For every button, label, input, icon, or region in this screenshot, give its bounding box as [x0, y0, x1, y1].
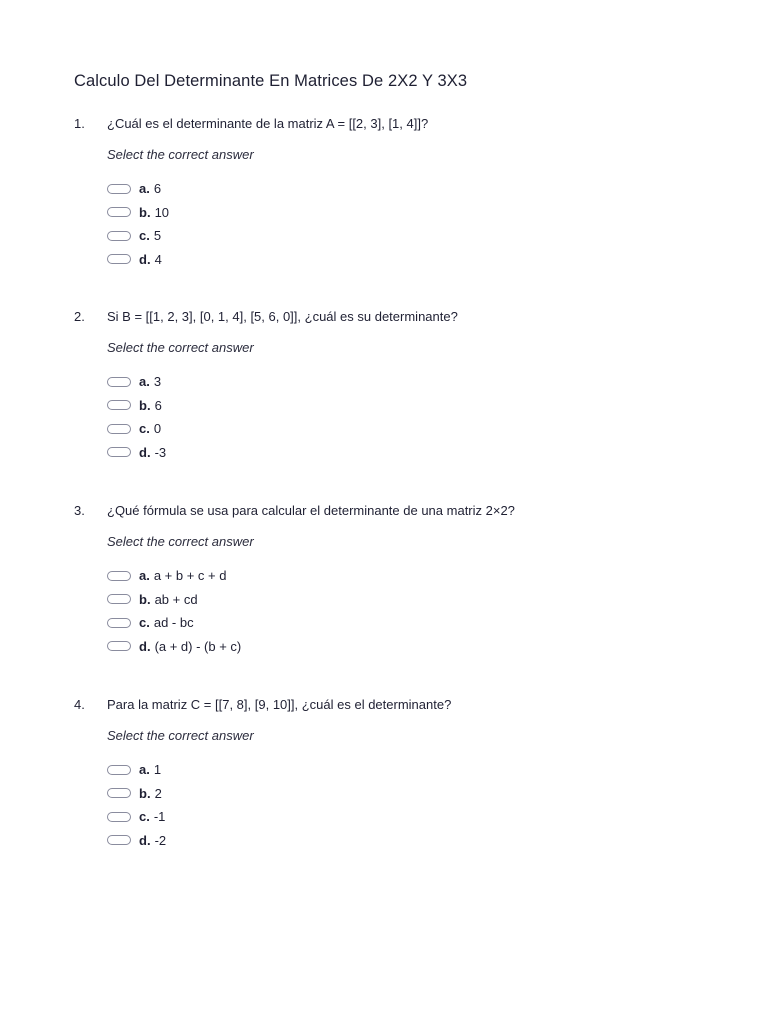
option-letter: d. — [139, 444, 151, 460]
answer-option-a[interactable] — [107, 564, 714, 588]
option-text: 6 — [153, 181, 162, 197]
answer-option-b[interactable] — [107, 588, 714, 612]
answer-option-c[interactable] — [107, 805, 714, 829]
option-text: -2 — [154, 832, 167, 848]
answer-options — [107, 758, 714, 852]
option-letter: c. — [139, 809, 150, 825]
answer-instruction: Select the correct answer — [107, 147, 254, 162]
answer-option-a[interactable] — [107, 177, 714, 201]
option-text: 10 — [154, 204, 170, 220]
answer-instruction: Select the correct answer — [107, 534, 254, 549]
answer-option-a[interactable] — [107, 758, 714, 782]
radio-button-icon[interactable] — [107, 447, 131, 457]
question-text: ¿Qué fórmula se usa para calcular el determinante de una matriz 2×2? — [107, 503, 515, 518]
answer-instruction: Select the correct answer — [107, 728, 254, 743]
document-title: Calculo Del Determinante En Matrices De 2X2 Y 3X3 — [74, 72, 468, 90]
question-prompt — [74, 115, 714, 133]
radio-button-icon[interactable] — [107, 641, 131, 651]
option-letter: a. — [139, 374, 150, 390]
option-text: 1 — [153, 762, 162, 778]
radio-button-icon[interactable] — [107, 594, 131, 604]
question-1 — [74, 115, 714, 287]
option-letter: b. — [139, 785, 151, 801]
option-letter: c. — [139, 228, 150, 244]
question-2 — [74, 308, 714, 480]
option-letter: c. — [139, 421, 150, 437]
option-letter: d. — [139, 251, 151, 267]
radio-button-icon[interactable] — [107, 424, 131, 434]
option-letter: b. — [139, 397, 151, 413]
radio-button-icon[interactable] — [107, 400, 131, 410]
option-letter: d. — [139, 638, 151, 654]
option-text: -3 — [154, 444, 167, 460]
option-letter: a. — [139, 762, 150, 778]
answer-option-c[interactable] — [107, 417, 714, 441]
radio-button-icon[interactable] — [107, 231, 131, 241]
option-letter: d. — [139, 832, 151, 848]
option-text: (a + d) - (b + c) — [154, 638, 242, 654]
radio-button-icon[interactable] — [107, 835, 131, 845]
question-text: ¿Cuál es el determinante de la matriz A = [[2, 3], [1, 4]]? — [107, 116, 429, 131]
question-prompt — [74, 502, 714, 520]
question-text: Para la matriz C = [[7, 8], [9, 10]], ¿cuál es el determinante? — [107, 697, 452, 712]
question-4 — [74, 696, 714, 868]
radio-button-icon[interactable] — [107, 184, 131, 194]
question-number: 3. — [74, 503, 85, 518]
option-text: 3 — [153, 374, 162, 390]
answer-options — [107, 177, 714, 271]
document-page — [74, 70, 714, 848]
option-letter: a. — [139, 568, 150, 584]
question-number: 4. — [74, 697, 85, 712]
question-text: Si B = [[1, 2, 3], [0, 1, 4], [5, 6, 0]], ¿cuál es su determinante? — [107, 309, 458, 324]
option-letter: c. — [139, 615, 150, 631]
answer-option-b[interactable] — [107, 782, 714, 806]
radio-button-icon[interactable] — [107, 377, 131, 387]
radio-button-icon[interactable] — [107, 788, 131, 798]
answer-option-d[interactable] — [107, 635, 714, 659]
answer-option-d[interactable] — [107, 248, 714, 272]
option-letter: b. — [139, 591, 151, 607]
radio-button-icon[interactable] — [107, 207, 131, 217]
question-number: 2. — [74, 309, 85, 324]
option-letter: a. — [139, 181, 150, 197]
answer-instruction: Select the correct answer — [107, 340, 254, 355]
option-text: ad - bc — [153, 615, 194, 631]
radio-button-icon[interactable] — [107, 254, 131, 264]
answer-option-b[interactable] — [107, 394, 714, 418]
radio-button-icon[interactable] — [107, 765, 131, 775]
answer-option-d[interactable] — [107, 829, 714, 853]
answer-options — [107, 370, 714, 464]
option-text: 6 — [154, 397, 162, 413]
question-prompt — [74, 308, 714, 326]
answer-option-d[interactable] — [107, 441, 714, 465]
option-text: 2 — [154, 785, 162, 801]
radio-button-icon[interactable] — [107, 618, 131, 628]
question-3 — [74, 502, 714, 674]
answer-option-b[interactable] — [107, 201, 714, 225]
option-letter: b. — [139, 204, 151, 220]
radio-button-icon[interactable] — [107, 571, 131, 581]
answer-option-a[interactable] — [107, 370, 714, 394]
option-text: 4 — [154, 251, 162, 267]
option-text: 0 — [153, 421, 162, 437]
question-prompt — [74, 696, 714, 714]
answer-option-c[interactable] — [107, 224, 714, 248]
question-number: 1. — [74, 116, 85, 131]
radio-button-icon[interactable] — [107, 812, 131, 822]
option-text: -1 — [153, 809, 166, 825]
answer-option-c[interactable] — [107, 611, 714, 635]
answer-options — [107, 564, 714, 658]
option-text: ab + cd — [154, 591, 198, 607]
option-text: a + b + c + d — [153, 568, 227, 584]
option-text: 5 — [153, 228, 162, 244]
